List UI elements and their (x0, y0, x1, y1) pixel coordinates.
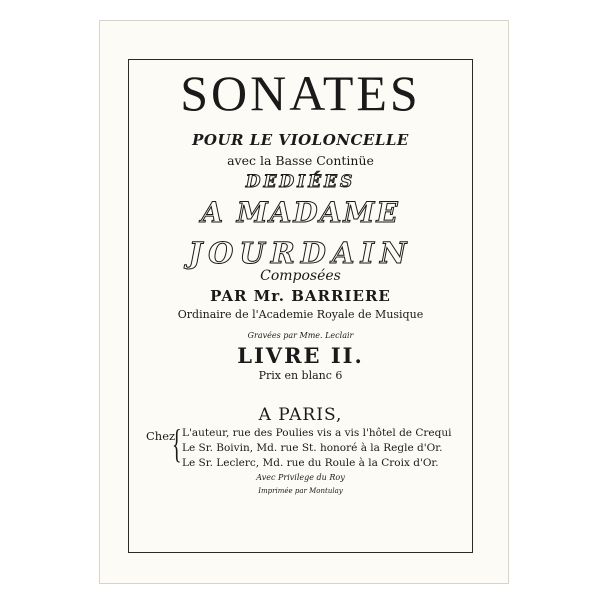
city-line: A PARIS, (258, 405, 343, 425)
dedicatee-line-1: A MADAME (201, 196, 400, 229)
engraver-line: Gravées par Mme. Leclair (247, 331, 354, 340)
address-line: Le Sr. Leclerc, Md. rue du Roule à la Croix d'Or. (182, 457, 439, 469)
address-line: Le Sr. Boivin, Md. rue St. honoré à la Regle d'Or. (182, 442, 443, 454)
chez-label: Chez (146, 429, 176, 443)
title: SONATES (180, 65, 421, 121)
privilege-line: Avec Privilege du Roy (256, 473, 345, 482)
author-name: PAR Mr. BARRIERE (210, 287, 391, 305)
address-line: L'auteur, rue des Poulies vis a vis l'hôtel de Crequi (182, 427, 452, 439)
dedicatee-line-2: JOURDAIN (188, 236, 413, 270)
subtitle-instrument: POUR LE VIOLONCELLE (192, 131, 409, 149)
composed-label: Composées (260, 268, 341, 284)
price-line: Prix en blanc 6 (258, 369, 343, 382)
dedication-line: DEDIÉES (245, 172, 356, 192)
imprint-line: Imprimée par Montulay (258, 487, 343, 495)
author-title: Ordinaire de l'Academie Royale de Musique (177, 308, 424, 321)
subtitle-continuo: avec la Basse Continüe (227, 153, 374, 168)
address-brace: { (172, 421, 182, 466)
book-number: LIVRE II. (237, 343, 364, 368)
